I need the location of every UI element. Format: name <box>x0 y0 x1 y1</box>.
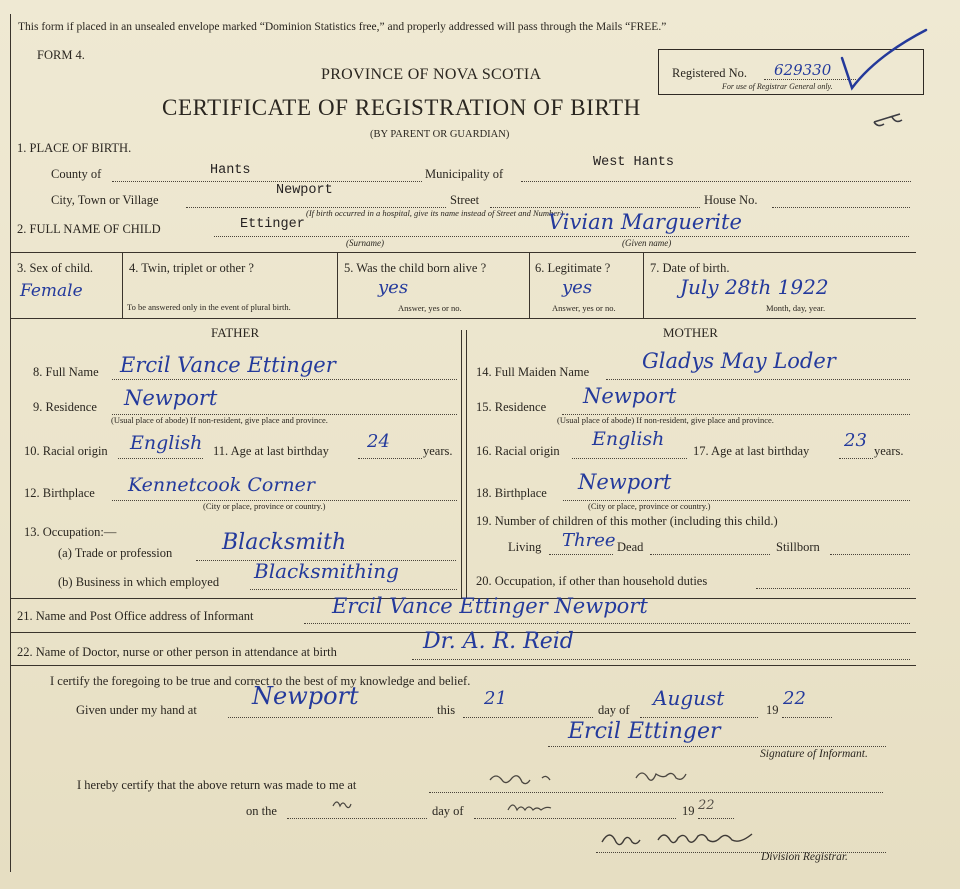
living-value: Three <box>562 530 616 551</box>
mother-residence-note: (Usual place of abode) If non-resident, give place and province. <box>557 415 774 425</box>
father-residence-note: (Usual place of abode) If non-resident, give place and province. <box>111 415 328 425</box>
father-residence-label: 9. Residence <box>33 400 97 414</box>
given-name-value: Vivian Marguerite <box>548 210 742 234</box>
dead-label: Dead <box>617 540 644 554</box>
registrar-caption: Division Registrar. <box>761 851 848 863</box>
day-of-label: day of <box>598 703 630 717</box>
father-business-label: (b) Business in which employed <box>58 575 220 589</box>
mother-birthplace-note: (City or place, province or country.) <box>588 501 711 511</box>
mother-birthplace-value: Newport <box>578 470 672 494</box>
mother-residence-value: Newport <box>583 384 677 408</box>
place-section-label: 1. PLACE OF BIRTH. <box>17 141 132 155</box>
children-count-label: 19. Number of children of this mother (including this child.) <box>476 514 778 528</box>
father-age-label: 11. Age at last birthday <box>213 444 329 458</box>
date-label: 7. Date of birth. <box>650 261 730 275</box>
born-alive-value: yes <box>378 277 409 298</box>
registrar-year-prefix: 19 <box>682 804 695 818</box>
born-alive-note: Answer, yes or no. <box>398 303 462 313</box>
month-value: August <box>653 686 725 710</box>
given-under-label: Given under my hand at <box>76 703 197 717</box>
informant-value: Ercil Vance Ettinger Newport <box>332 594 648 618</box>
twin-label: 4. Twin, triplet or other ? <box>129 261 254 275</box>
on-the-label: on the <box>246 804 277 818</box>
attendant-value: Dr. A. R. Reid <box>423 629 574 654</box>
this-label: this <box>437 703 456 717</box>
year-prefix: 19 <box>766 703 779 717</box>
county-label: County of <box>51 167 102 181</box>
day-value: 21 <box>484 688 507 709</box>
mother-age-value: 23 <box>844 430 867 451</box>
street-label: Street <box>450 193 480 207</box>
informant-signature-caption: Signature of Informant. <box>760 748 868 760</box>
mother-age-label: 17. Age at last birthday <box>693 444 810 458</box>
certify-statement: I certify the foregoing to be true and correct to the best of my knowledge and belief. <box>50 674 471 688</box>
surname-value: Ettinger <box>240 217 305 232</box>
mother-heading: MOTHER <box>663 325 718 340</box>
father-name-label: 8. Full Name <box>33 365 99 379</box>
city-label: City, Town or Village <box>51 193 159 207</box>
registrar-year-value: 22 <box>698 798 715 813</box>
sex-value: Female <box>20 281 83 301</box>
born-alive-label: 5. Was the child born alive ? <box>344 261 487 275</box>
registrar-statement: I hereby certify that the above return was made to me at <box>77 778 357 792</box>
informant-label: 21. Name and Post Office address of Informant <box>17 609 254 623</box>
registrar-day-scribble <box>330 796 354 812</box>
father-birthplace-value: Kennetcook Corner <box>128 474 315 496</box>
father-trade-label: (a) Trade or profession <box>58 546 173 560</box>
given-caption: (Given name) <box>622 238 672 248</box>
attendant-label: 22. Name of Doctor, nurse or other person in attendance at birth <box>17 645 337 659</box>
registrar-place-scribble <box>486 766 726 790</box>
surname-caption: (Surname) <box>346 238 384 248</box>
father-trade-value: Blacksmith <box>222 530 347 555</box>
page-title: CERTIFICATE OF REGISTRATION OF BIRTH <box>162 95 641 120</box>
paper-clip-icon <box>870 108 906 130</box>
mother-name-value: Gladys May Loder <box>642 349 836 373</box>
father-name-value: Ercil Vance Ettinger <box>120 353 336 377</box>
mother-name-label: 14. Full Maiden Name <box>476 365 590 379</box>
twin-note: To be answered only in the event of plural birth. <box>127 302 291 312</box>
page-subtitle: (BY PARENT OR GUARDIAN) <box>370 129 510 140</box>
registrar-signature <box>596 826 776 852</box>
sex-label: 3. Sex of child. <box>17 261 94 275</box>
mother-residence-label: 15. Residence <box>476 400 547 414</box>
date-note: Month, day, year. <box>766 303 826 313</box>
stillborn-label: Stillborn <box>776 540 820 554</box>
registered-number: 629330 <box>774 61 832 79</box>
legitimate-label: 6. Legitimate ? <box>535 261 611 275</box>
form-number: FORM 4. <box>37 48 85 62</box>
informant-signature: Ercil Ettinger <box>568 719 721 744</box>
municipality-value: West Hants <box>593 155 675 170</box>
registered-label: Registered No. <box>672 66 747 80</box>
postal-note: This form if placed in an unsealed envelope marked “Dominion Statistics free,” and properly addressed will pass through the Mails “FREE.” <box>18 21 667 33</box>
given-place-value: Newport <box>252 682 359 710</box>
house-number-label: House No. <box>704 193 758 207</box>
legitimate-note: Answer, yes or no. <box>552 303 616 313</box>
father-years: years. <box>423 444 453 458</box>
father-heading: FATHER <box>211 325 260 340</box>
living-label: Living <box>508 540 542 554</box>
province-heading: PROVINCE OF NOVA SCOTIA <box>321 66 542 83</box>
mother-years: years. <box>874 444 904 458</box>
left-border <box>10 14 11 872</box>
city-value: Newport <box>276 183 333 198</box>
father-race-label: 10. Racial origin <box>24 444 108 458</box>
father-birthplace-label: 12. Birthplace <box>24 486 95 500</box>
date-value: July 28th 1922 <box>680 275 829 299</box>
municipality-label: Municipality of <box>425 167 504 181</box>
mother-race-value: English <box>592 428 665 450</box>
county-value: Hants <box>210 163 251 178</box>
mother-occupation-label: 20. Occupation, if other than household duties <box>476 574 708 588</box>
registrar-month-scribble <box>505 798 555 814</box>
year-value: 22 <box>783 688 806 709</box>
father-race-value: English <box>130 432 203 454</box>
mother-race-label: 16. Racial origin <box>476 444 560 458</box>
father-birthplace-note: (City or place, province or country.) <box>203 501 326 511</box>
mother-birthplace-label: 18. Birthplace <box>476 486 547 500</box>
father-business-value: Blacksmithing <box>254 559 399 583</box>
child-name-label: 2. FULL NAME OF CHILD <box>17 222 161 236</box>
registrar-use-note: For use of Registrar General only. <box>722 82 833 91</box>
father-residence-value: Newport <box>124 386 218 410</box>
hospital-note: (If birth occurred in a hospital, give its name instead of Street and Number) <box>306 208 564 218</box>
checkmark-icon <box>836 26 932 94</box>
legitimate-value: yes <box>562 277 593 298</box>
father-occupation-label: 13. Occupation:— <box>24 525 117 539</box>
father-age-value: 24 <box>367 431 390 452</box>
registrar-day-of: day of <box>432 804 464 818</box>
